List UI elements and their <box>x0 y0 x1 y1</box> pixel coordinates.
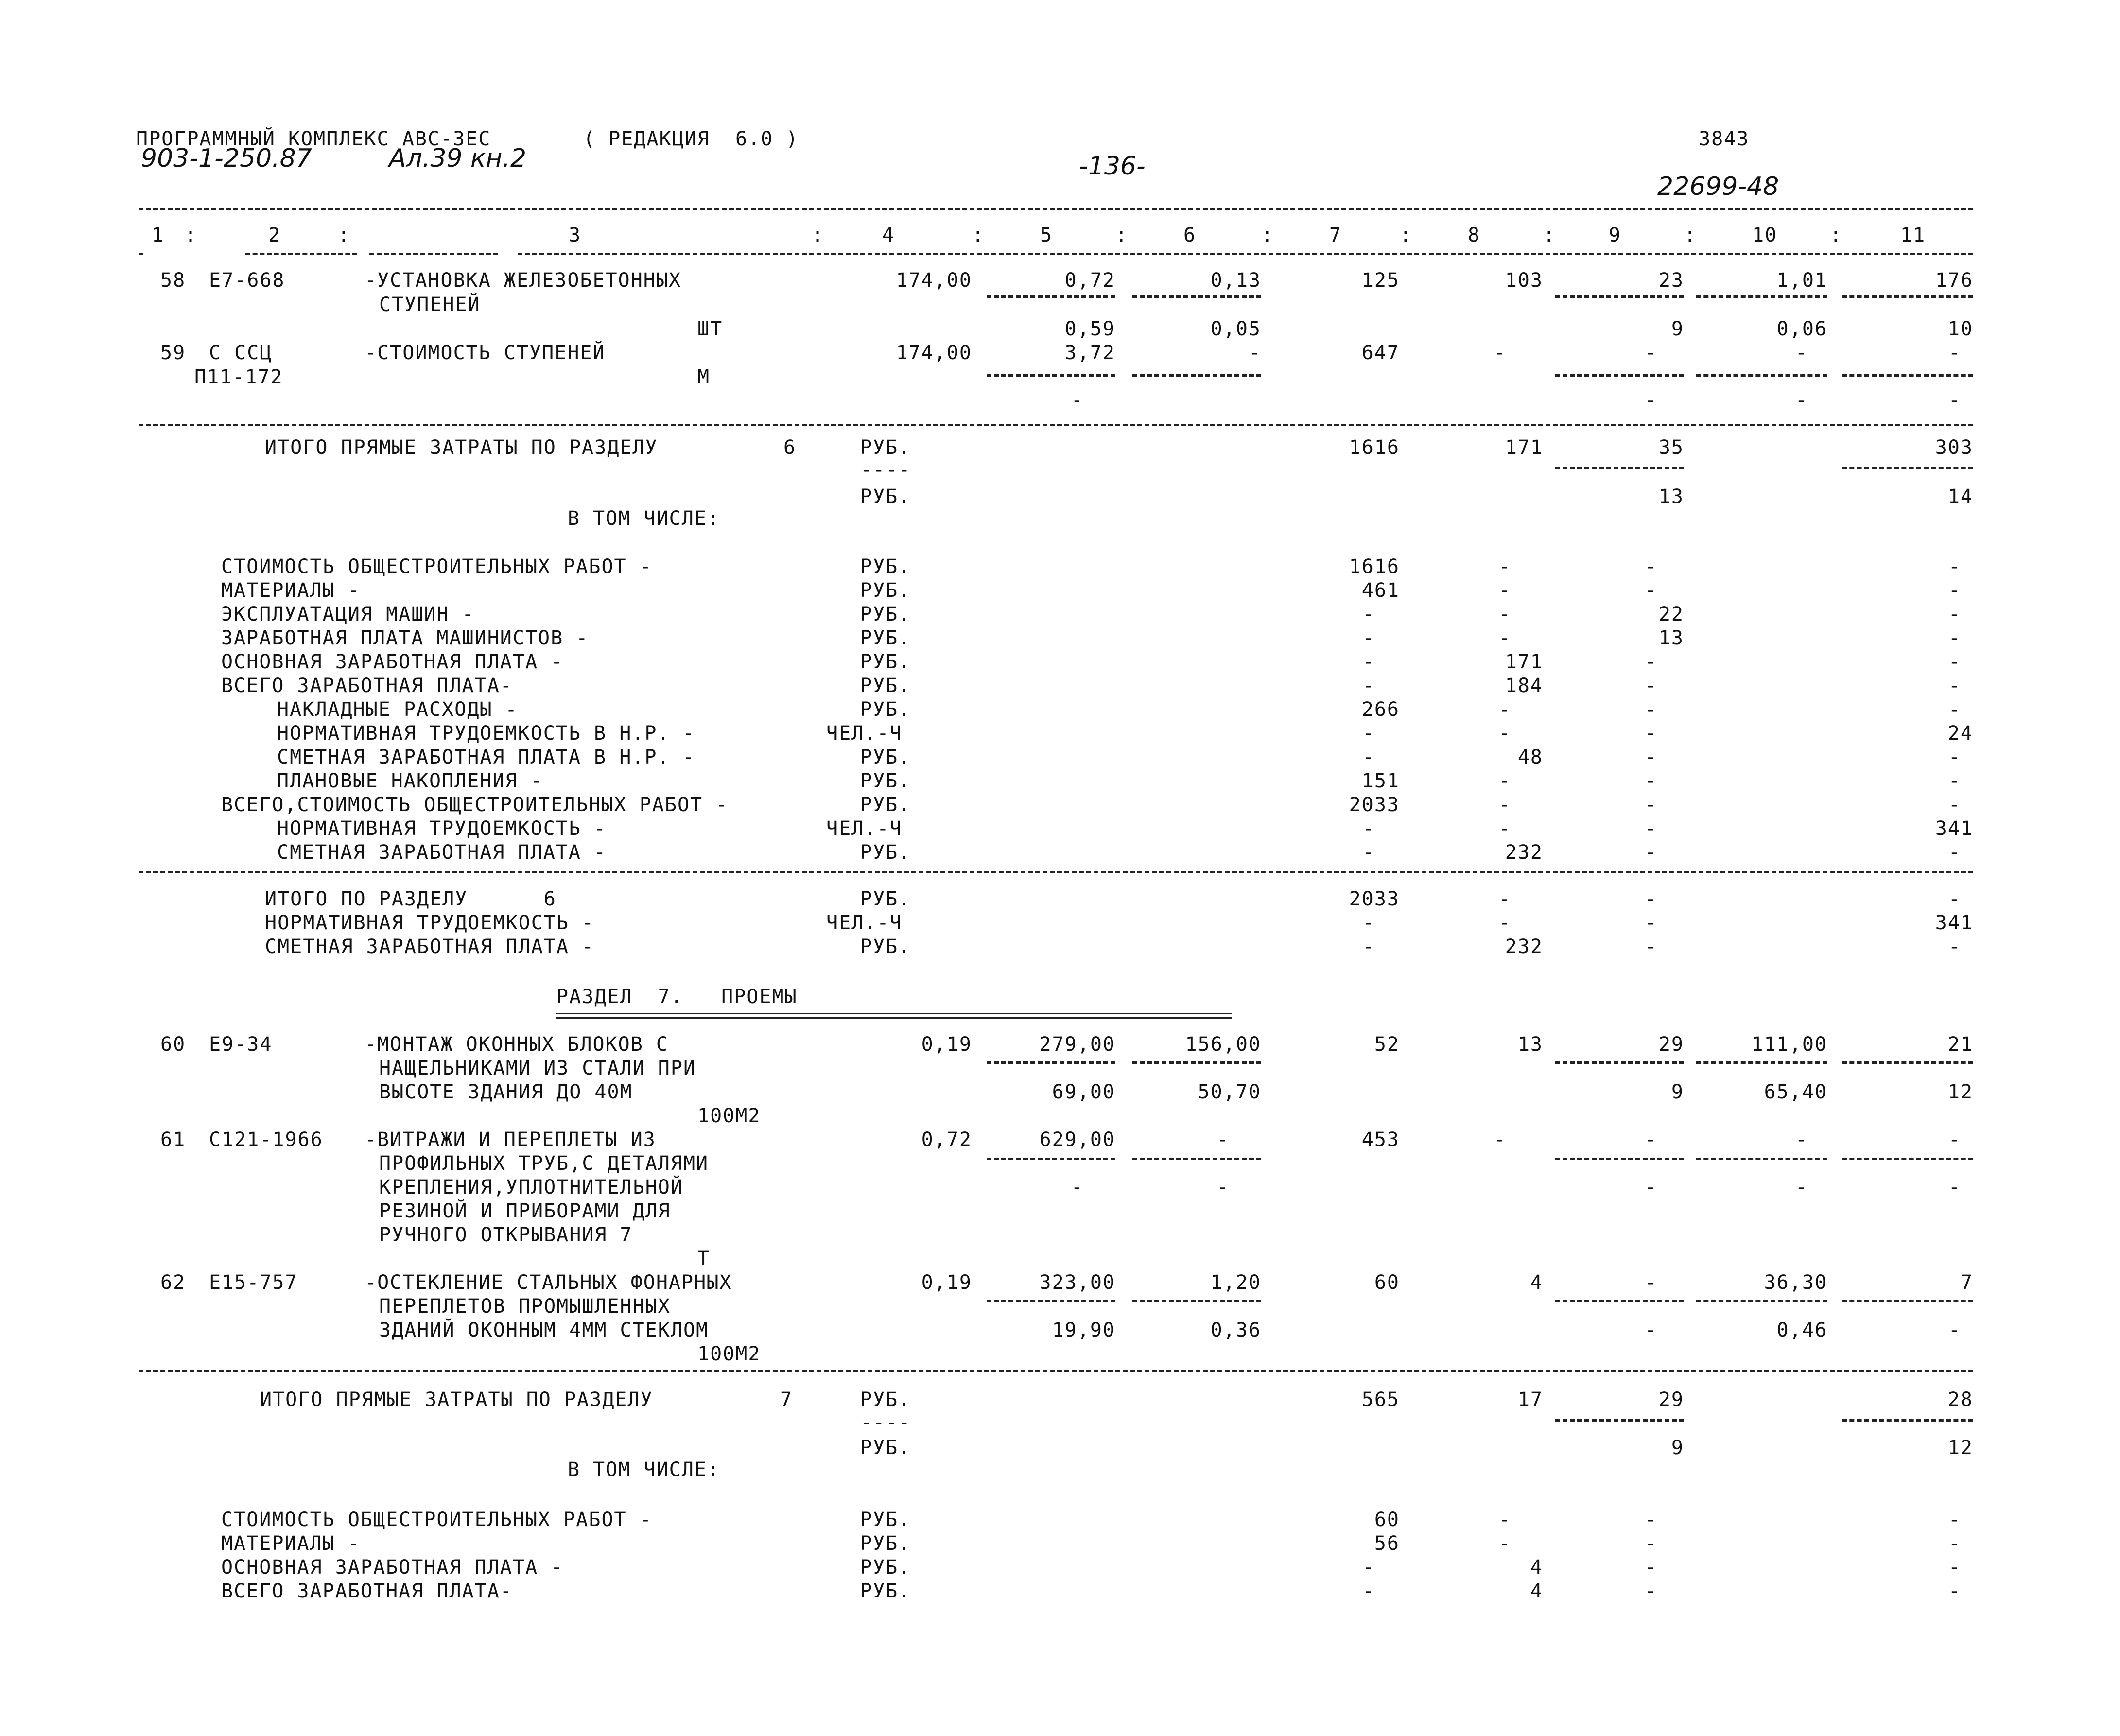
breakdown-c9: - <box>1644 1580 1657 1602</box>
breakdown-c9: - <box>1644 579 1657 602</box>
breakdown-c8: - <box>1498 603 1512 625</box>
breakdown-c11: 24 <box>1947 722 1973 745</box>
item-c8: 103 <box>1505 269 1543 292</box>
breakdown-unit: РУБ. <box>860 1580 911 1602</box>
final-c8: 232 <box>1505 936 1543 958</box>
breakdown-c11: - <box>1948 675 1961 697</box>
breakdown-c7: 56 <box>1374 1532 1400 1555</box>
item-c9: 29 <box>1658 1033 1684 1056</box>
item-code: Е7-668 <box>209 269 285 292</box>
breakdown-label: МАТЕРИАЛЫ - <box>221 579 361 602</box>
breakdown-c9: - <box>1644 770 1657 792</box>
breakdown-c7: - <box>1362 817 1375 840</box>
project-code: 903-1-250.87 <box>141 144 312 173</box>
section-title-underline <box>556 1012 1232 1019</box>
item-c9-wage: - <box>1644 389 1657 412</box>
breakdown-c9: - <box>1644 746 1657 768</box>
item-description: ПРОФИЛЬНЫХ ТРУБ,С ДЕТАЛЯМИ <box>379 1152 709 1175</box>
breakdown-c7: - <box>1362 746 1375 768</box>
item-number: 58 <box>160 269 186 292</box>
item-number: 61 <box>160 1128 186 1151</box>
breakdown-c9: - <box>1644 1556 1657 1579</box>
item-c10-wage: - <box>1795 1176 1808 1198</box>
breakdown-c11: - <box>1948 1532 1961 1555</box>
col-header-7: 7 <box>1329 224 1342 246</box>
breakdown-c11: - <box>1948 746 1961 768</box>
breakdown-c7: - <box>1362 1580 1375 1602</box>
total-c7: 1616 <box>1349 436 1400 459</box>
section-title: РАЗДЕЛ 7. ПРОЕМЫ <box>556 986 798 1008</box>
breakdown-label: ЗАРАБОТНАЯ ПЛАТА МАШИНИСТОВ - <box>221 627 589 649</box>
total-c7: 565 <box>1361 1389 1400 1411</box>
section-rule <box>139 871 1973 873</box>
item-c11: 176 <box>1935 269 1973 292</box>
breakdown-unit: РУБ. <box>860 651 911 673</box>
breakdown-c9: - <box>1644 794 1657 816</box>
item-code: Е9-34 <box>209 1033 273 1056</box>
breakdown-unit: РУБ. <box>860 603 911 625</box>
item-description: СТУПЕНЕЙ <box>379 294 481 316</box>
breakdown-c7: 266 <box>1361 698 1400 721</box>
item-c7: 125 <box>1361 269 1400 292</box>
breakdown-c7: - <box>1362 722 1375 745</box>
breakdown-unit: РУБ. <box>860 770 911 792</box>
col-header-11: 11 <box>1900 224 1926 246</box>
item-code: С ССЦ <box>209 342 273 364</box>
breakdown-label: ОСНОВНАЯ ЗАРАБОТНАЯ ПЛАТА - <box>221 1556 564 1579</box>
col-header-5: 5 <box>1040 224 1053 246</box>
total-section-number: 7 <box>780 1389 793 1411</box>
edition-label: ( РЕДАКЦИЯ 6.0 ) <box>583 128 799 150</box>
breakdown-label: ВСЕГО ЗАРАБОТНАЯ ПЛАТА- <box>221 1580 513 1602</box>
item-c11-wage: - <box>1948 1176 1961 1198</box>
item-c6-wage: 0,05 <box>1210 318 1261 340</box>
total-unit: РУБ. <box>860 436 911 459</box>
item-c9-wage: - <box>1644 1176 1657 1198</box>
col-header-8: 8 <box>1468 224 1481 246</box>
final-c11: 341 <box>1935 912 1973 934</box>
breakdown-c11: - <box>1948 603 1961 625</box>
item-c5: 323,00 <box>1039 1271 1115 1294</box>
item-c10-wage: 0,06 <box>1776 318 1827 340</box>
breakdown-unit: РУБ. <box>860 794 911 816</box>
item-c9: - <box>1644 342 1657 364</box>
item-quantity: 174,00 <box>896 342 972 364</box>
item-c8: - <box>1494 342 1507 364</box>
breakdown-unit: ЧЕЛ.-Ч <box>826 817 903 840</box>
breakdown-unit: РУБ. <box>860 675 911 697</box>
item-description: РУЧНОГО ОТКРЫВАНИЯ 7 <box>379 1224 633 1246</box>
breakdown-c7: 151 <box>1361 770 1400 792</box>
breakdown-label: СТОИМОСТЬ ОБЩЕСТРОИТЕЛЬНЫХ РАБОТ - <box>221 1509 652 1531</box>
breakdown-label: СМЕТНАЯ ЗАРАБОТНАЯ ПЛАТА - <box>277 841 607 864</box>
section-rule <box>139 424 1973 426</box>
item-c5: 279,00 <box>1039 1033 1115 1056</box>
breakdown-c8: 184 <box>1505 675 1543 697</box>
breakdown-c9: - <box>1644 1509 1657 1531</box>
item-number: 62 <box>160 1271 186 1294</box>
item-c5-wage: 69,00 <box>1052 1081 1115 1103</box>
breakdown-c11: - <box>1948 579 1961 602</box>
final-c9: - <box>1644 912 1657 934</box>
item-c8: - <box>1494 1128 1507 1151</box>
breakdown-c8: - <box>1498 722 1512 745</box>
breakdown-label: ВСЕГО,СТОИМОСТЬ ОБЩЕСТРОИТЕЛЬНЫХ РАБОТ - <box>221 794 729 816</box>
col-header-1: 1 <box>152 224 165 246</box>
breakdown-c11: - <box>1948 651 1961 673</box>
breakdown-unit: РУБ. <box>860 627 911 649</box>
item-c9-wage: 9 <box>1671 1081 1684 1103</box>
breakdown-c8: - <box>1498 556 1512 578</box>
total-c11: 28 <box>1947 1389 1973 1411</box>
final-c7: 2033 <box>1349 888 1400 910</box>
item-description: НАЩЕЛЬНИКАМИ ИЗ СТАЛИ ПРИ <box>379 1057 696 1079</box>
breakdown-c9: - <box>1644 841 1657 864</box>
item-c5-wage: - <box>1071 1176 1084 1198</box>
item-c6-wage: 0,36 <box>1210 1319 1261 1341</box>
breakdown-c8: - <box>1498 770 1512 792</box>
item-c5-wage: 19,90 <box>1052 1319 1115 1341</box>
item-description: -ОСТЕКЛЕНИЕ СТАЛЬНЫХ ФОНАРНЫХ <box>365 1271 732 1294</box>
item-c9-wage: - <box>1644 1319 1657 1341</box>
item-c11-wage: - <box>1948 1319 1961 1341</box>
final-c8: - <box>1498 912 1512 934</box>
total-unit: РУБ. <box>860 1389 911 1411</box>
final-label: ИТОГО ПО РАЗДЕЛУ 6 <box>265 888 556 910</box>
breakdown-c11: - <box>1948 1509 1961 1531</box>
breakdown-unit: РУБ. <box>860 698 911 721</box>
col-header-6: 6 <box>1183 224 1197 246</box>
item-quantity: 0,72 <box>921 1128 972 1151</box>
item-c5: 629,00 <box>1039 1128 1115 1151</box>
total-c8: 17 <box>1517 1389 1543 1411</box>
table-top-rule <box>139 208 1973 210</box>
total-label: ИТОГО ПРЯМЫЕ ЗАТРАТЫ ПО РАЗДЕЛУ <box>265 436 658 459</box>
item-description: ВЫСОТЕ ЗДАНИЯ ДО 40М <box>379 1081 633 1103</box>
breakdown-c8: 171 <box>1505 651 1543 673</box>
item-c5-wage: - <box>1071 389 1084 412</box>
total-c9-wage: 9 <box>1671 1437 1684 1459</box>
item-c11: 21 <box>1947 1033 1973 1056</box>
section-rule <box>139 1370 1973 1372</box>
breakdown-c8: - <box>1498 579 1512 602</box>
breakdown-c11: - <box>1948 1556 1961 1579</box>
item-c11: 7 <box>1960 1271 1973 1294</box>
breakdown-c9: - <box>1644 675 1657 697</box>
sheet-code: 3843 <box>1699 128 1750 150</box>
total-c11: 303 <box>1935 436 1973 459</box>
item-description: РЕЗИНОЙ И ПРИБОРАМИ ДЛЯ <box>379 1200 671 1222</box>
item-quantity: 0,19 <box>921 1271 972 1294</box>
item-quantity: 0,19 <box>921 1033 972 1056</box>
breakdown-unit: РУБ. <box>860 1556 911 1579</box>
item-c9: - <box>1644 1128 1657 1151</box>
item-number: 59 <box>160 342 186 364</box>
item-c10: 111,00 <box>1751 1033 1827 1056</box>
item-c6: 0,13 <box>1210 269 1261 292</box>
item-unit: 100М2 <box>697 1343 761 1365</box>
total-label: ИТОГО ПРЯМЫЕ ЗАТРАТЫ ПО РАЗДЕЛУ <box>260 1389 653 1411</box>
item-description: КРЕПЛЕНИЯ,УПЛОТНИТЕЛЬНОЙ <box>379 1176 683 1198</box>
item-c10: 36,30 <box>1764 1271 1827 1294</box>
col-header-3: 3 <box>569 224 582 246</box>
breakdown-c11: - <box>1948 841 1961 864</box>
final-unit: РУБ. <box>860 888 911 910</box>
page-number: -136- <box>1079 152 1146 181</box>
breakdown-label: ВСЕГО ЗАРАБОТНАЯ ПЛАТА- <box>221 675 513 697</box>
breakdown-c8: - <box>1498 817 1512 840</box>
total-c9-wage: 13 <box>1658 486 1684 508</box>
breakdown-c11: 341 <box>1935 817 1973 840</box>
breakdown-unit: РУБ. <box>860 1532 911 1555</box>
breakdown-c9: - <box>1644 1532 1657 1555</box>
breakdown-unit: РУБ. <box>860 556 911 578</box>
breakdown-c8: 232 <box>1505 841 1543 864</box>
total-c9: 35 <box>1658 436 1684 459</box>
breakdown-c8: 4 <box>1530 1556 1543 1579</box>
item-c5: 0,72 <box>1064 269 1115 292</box>
breakdown-label: СМЕТНАЯ ЗАРАБОТНАЯ ПЛАТА В Н.Р. - <box>277 746 695 768</box>
breakdown-unit: РУБ. <box>860 746 911 768</box>
breakdown-c11: - <box>1948 556 1961 578</box>
including-label: В ТОМ ЧИСЛЕ: <box>568 1458 720 1481</box>
breakdown-c11: - <box>1948 794 1961 816</box>
breakdown-label: НОРМАТИВНАЯ ТРУДОЕМКОСТЬ В Н.Р. - <box>277 722 695 745</box>
breakdown-label: СТОИМОСТЬ ОБЩЕСТРОИТЕЛЬНЫХ РАБОТ - <box>221 556 652 578</box>
item-c10: 1,01 <box>1776 269 1827 292</box>
col-header-10: 10 <box>1752 224 1778 246</box>
col-header-2: 2 <box>268 224 281 246</box>
item-c8: 4 <box>1530 1271 1543 1294</box>
breakdown-unit: РУБ. <box>860 1509 911 1531</box>
item-c9: - <box>1644 1271 1657 1294</box>
breakdown-c9: 13 <box>1658 627 1684 649</box>
item-c10-wage: 65,40 <box>1764 1081 1827 1103</box>
final-c11: - <box>1948 936 1961 958</box>
final-c9: - <box>1644 936 1657 958</box>
item-description: -МОНТАЖ ОКОННЫХ БЛОКОВ С <box>365 1033 669 1056</box>
breakdown-c11: - <box>1948 1580 1961 1602</box>
item-c10-wage: 0,46 <box>1776 1319 1827 1341</box>
item-code: С121-1966 <box>209 1128 323 1151</box>
total-section-number: 6 <box>783 436 797 459</box>
item-c6: - <box>1248 342 1261 364</box>
item-c7: 52 <box>1374 1033 1400 1056</box>
breakdown-label: НАКЛАДНЫЕ РАСХОДЫ - <box>277 698 518 721</box>
item-c6: - <box>1216 1128 1230 1151</box>
item-c6-wage: 50,70 <box>1198 1081 1261 1103</box>
total-unit-dash: ---- <box>860 459 911 481</box>
album-number: Ал.39 кн.2 <box>389 144 527 173</box>
final-unit: РУБ. <box>860 936 911 958</box>
breakdown-c9: - <box>1644 817 1657 840</box>
item-c7: 453 <box>1361 1128 1400 1151</box>
breakdown-c8: 48 <box>1517 746 1543 768</box>
breakdown-label: ПЛАНОВЫЕ НАКОПЛЕНИЯ - <box>277 770 543 792</box>
breakdown-c7: 461 <box>1361 579 1400 602</box>
breakdown-unit: ЧЕЛ.-Ч <box>826 722 903 745</box>
breakdown-c7: - <box>1362 841 1375 864</box>
item-c6: 156,00 <box>1185 1033 1261 1056</box>
item-number: 60 <box>160 1033 186 1056</box>
item-c11: - <box>1948 342 1961 364</box>
item-description: -УСТАНОВКА ЖЕЛЕЗОБЕТОННЫХ <box>365 269 682 292</box>
total-c9: 29 <box>1658 1389 1684 1411</box>
total-unit-2: РУБ. <box>860 1437 911 1459</box>
total-c11-wage: 12 <box>1947 1437 1973 1459</box>
breakdown-c8: - <box>1498 627 1512 649</box>
breakdown-c8: - <box>1498 1532 1512 1555</box>
breakdown-c9: 22 <box>1658 603 1684 625</box>
final-label: НОРМАТИВНАЯ ТРУДОЕМКОСТЬ - <box>265 912 595 934</box>
item-c8: 13 <box>1517 1033 1543 1056</box>
breakdown-c7: - <box>1362 675 1375 697</box>
breakdown-c8: - <box>1498 1509 1512 1531</box>
item-c7: 60 <box>1374 1271 1400 1294</box>
breakdown-label: ОСНОВНАЯ ЗАРАБОТНАЯ ПЛАТА - <box>221 651 564 673</box>
breakdown-c7: 1616 <box>1349 556 1400 578</box>
breakdown-label: ЭКСПЛУАТАЦИЯ МАШИН - <box>221 603 475 625</box>
final-unit: ЧЕЛ.-Ч <box>826 912 903 934</box>
program-name: ПРОГРАММНЫЙ КОМПЛЕКС АВС-ЗЕС <box>136 128 491 150</box>
total-unit-2: РУБ. <box>860 486 911 508</box>
item-unit: Т <box>697 1248 711 1270</box>
total-c11-wage: 14 <box>1947 486 1973 508</box>
item-code-line2: П11-172 <box>194 366 283 388</box>
item-c11-wage: 12 <box>1947 1081 1973 1103</box>
item-c10: - <box>1795 342 1808 364</box>
col-header-4: 4 <box>882 224 895 246</box>
col-header-9: 9 <box>1609 224 1622 246</box>
breakdown-c11: - <box>1948 627 1961 649</box>
item-c11: - <box>1948 1128 1961 1151</box>
breakdown-c11: - <box>1948 698 1961 721</box>
breakdown-c8: - <box>1498 794 1512 816</box>
total-unit-dash: ---- <box>860 1411 911 1434</box>
final-c8: - <box>1498 888 1512 910</box>
final-c11: - <box>1948 888 1961 910</box>
breakdown-c7: 2033 <box>1349 794 1400 816</box>
breakdown-c7: - <box>1362 627 1375 649</box>
item-description: ЗДАНИЙ ОКОННЫМ 4ММ СТЕКЛОМ <box>379 1319 709 1341</box>
item-c6-wage: - <box>1216 1176 1230 1198</box>
item-code: Е15-757 <box>209 1271 298 1294</box>
item-unit: М <box>697 366 711 388</box>
breakdown-label: МАТЕРИАЛЫ - <box>221 1532 361 1555</box>
breakdown-c9: - <box>1644 722 1657 745</box>
item-c9-wage: 9 <box>1671 318 1684 340</box>
item-quantity: 174,00 <box>896 269 972 292</box>
breakdown-c8: - <box>1498 698 1512 721</box>
breakdown-c9: - <box>1644 698 1657 721</box>
breakdown-c9: - <box>1644 651 1657 673</box>
breakdown-c7: - <box>1362 651 1375 673</box>
breakdown-c7: 60 <box>1374 1509 1400 1531</box>
item-c11-wage: 10 <box>1947 318 1973 340</box>
item-c5-wage: 0,59 <box>1064 318 1115 340</box>
breakdown-label: НОРМАТИВНАЯ ТРУДОЕМКОСТЬ - <box>277 817 607 840</box>
final-c7: - <box>1362 936 1375 958</box>
item-unit: ШТ <box>697 318 723 340</box>
breakdown-c7: - <box>1362 1556 1375 1579</box>
final-c7: - <box>1362 912 1375 934</box>
inventory-number: 22699-48 <box>1657 172 1779 201</box>
breakdown-c7: - <box>1362 603 1375 625</box>
item-description: -СТОИМОСТЬ СТУПЕНЕЙ <box>365 342 606 364</box>
breakdown-unit: РУБ. <box>860 841 911 864</box>
breakdown-unit: РУБ. <box>860 579 911 602</box>
item-c10: - <box>1795 1128 1808 1151</box>
breakdown-c11: - <box>1948 770 1961 792</box>
breakdown-c8: 4 <box>1530 1580 1543 1602</box>
including-label: В ТОМ ЧИСЛЕ: <box>568 507 720 530</box>
final-label: СМЕТНАЯ ЗАРАБОТНАЯ ПЛАТА - <box>265 936 595 958</box>
total-c8: 171 <box>1505 436 1543 459</box>
item-c6: 1,20 <box>1210 1271 1261 1294</box>
item-c11-wage: - <box>1948 389 1961 412</box>
item-c10-wage: - <box>1795 389 1808 412</box>
item-description: ПЕРЕПЛЕТОВ ПРОМЫШЛЕННЫХ <box>379 1295 671 1318</box>
item-unit: 100М2 <box>697 1105 761 1127</box>
final-c9: - <box>1644 888 1657 910</box>
item-c9: 23 <box>1658 269 1684 292</box>
item-c5: 3,72 <box>1064 342 1115 364</box>
item-c7: 647 <box>1361 342 1400 364</box>
item-description: -ВИТРАЖИ И ПЕРЕПЛЕТЫ ИЗ <box>365 1128 656 1151</box>
breakdown-c9: - <box>1644 556 1657 578</box>
